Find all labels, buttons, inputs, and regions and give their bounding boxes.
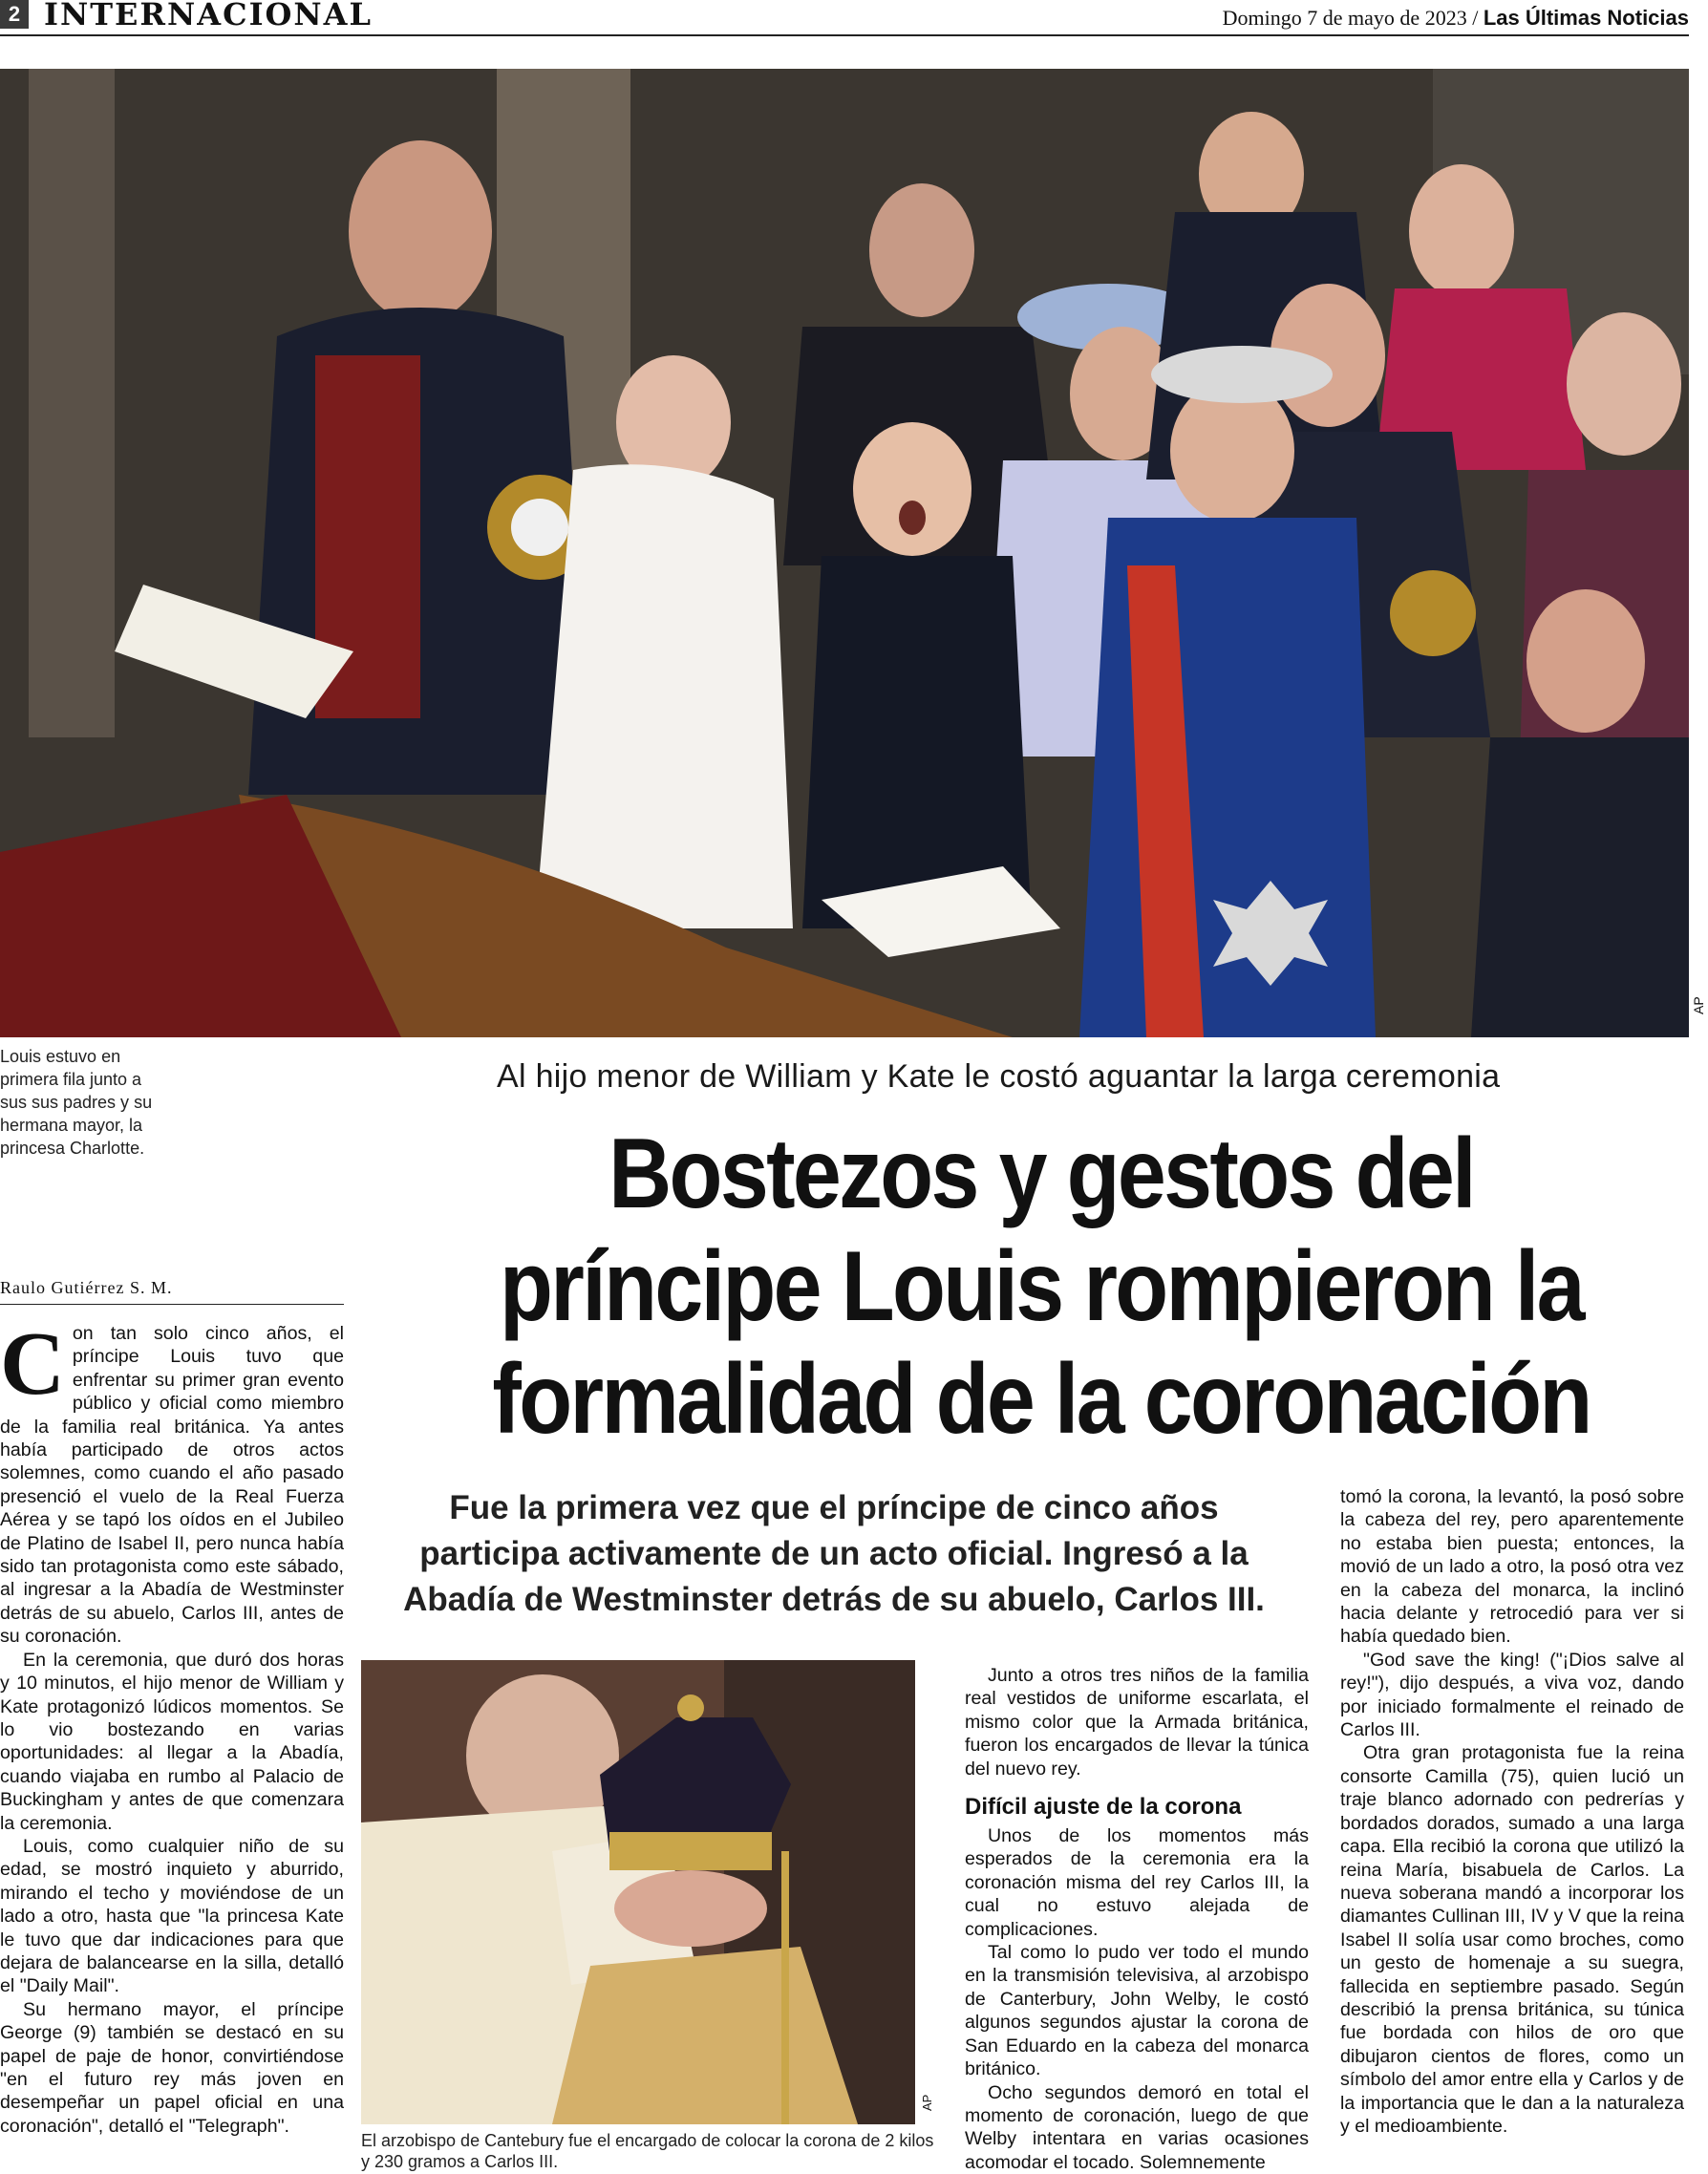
paragraph: Otra gran protagonista fue la reina consorte Camilla (75), quien lució un traje blanco adornado con pedrerías y bordados dorados, sumado a una larga capa. Ella recibió la corona que utilizó la reina María, bisabuela de Carlos. La nueva soberana mandó a incorporar los diamantes Cullinan III, IV y V que la reina Isabel II solía usar como broches, como un gesto de homenaje a su suegra, fallecida en septiembre pasado. Según describió la prensa británica, su túnica fue bordada con hilos de oro que dibujaron cientos de flores, como un símbolo del amor entre ella y Carlos y de la importancia que le dan a la naturaleza y el medioambiente.	[1340, 1741, 1684, 2138]
main-photo	[0, 69, 1689, 1037]
main-photo-caption: Louis estuvo en primera fila junto a sus sus padres y su hermana mayor, la princesa Charlotte.	[0, 1045, 172, 1160]
photo-credit: AP	[1691, 996, 1706, 1014]
byline: Raulo Gutiérrez S. M.	[0, 1278, 344, 1305]
coronation-photo	[361, 1660, 915, 2124]
paragraph: Unos de los momentos más esperados de la ceremonia era la coronación misma del rey Carlos III, la cual no estuvo alejada de complicaciones.	[965, 1824, 1309, 1941]
paragraph: tomó la corona, la levantó, la posó sobre la cabeza del rey, pero aparentemente no estaba bien puesta; entonces, la movió de un lado a otro, la posó otra vez en la cabeza del monarca, la inclinó hacia delante y retrocedió para ver si había quedado bien.	[1340, 1485, 1684, 1649]
photo-credit: AP	[920, 2095, 934, 2111]
coronation-photo-caption: El arzobispo de Cantebury fue el encargado de colocar la corona de 2 kilos y 230 gramos a Carlos III.	[361, 2130, 934, 2172]
paragraph: Su hermano mayor, el príncipe George (9) también se destacó en su papel de paje de honor, convirtiéndose "en el futuro rey más joven en desempeñar un papel oficial en una coronación", detalló el "Telegraph".	[0, 1998, 344, 2138]
paragraph: Junto a otros tres niños de la familia real vestidos de uniforme escarlata, el mismo color que la Armada británica, fueron los encargados de llevar la túnica del nuevo rey.	[965, 1664, 1309, 1780]
headline-line: Bostezos y gestos del	[478, 1118, 1604, 1230]
headline-line: príncipe Louis rompieron la	[478, 1230, 1604, 1343]
page-number: 2	[0, 0, 29, 29]
paragraph: Con tan solo cinco años, el príncipe Louis tuvo que enfrentar su primer gran evento público y oficial como miembro de la familia real británica. Ya antes había participado de otros actos solemnes, como cuando el año pasado presenció el vuelo de la Real Fuerza Aérea y se tapó los oídos en el Jubileo de Platino de Isabel II, pero nunca había sido tan protagonista como este sábado, al ingresar a la Abadía de Westminster detrás de su abuelo, Carlos III, antes de su coronación.	[0, 1322, 344, 1649]
drop-cap: C	[0, 1326, 65, 1402]
subhead: Difícil ajuste de la corona	[965, 1794, 1309, 1821]
section-title: INTERNACIONAL	[44, 0, 373, 32]
headline	[478, 1118, 1604, 1456]
paragraph: En la ceremonia, que duró dos horas y 10 minutos, el hijo menor de William y Kate protagonizó lúdicos momentos. Se lo vio bostezando en varias oportunidades: al llegar a la Abadía, cuando viajaba en rumbo al Palacio de Buckingham y antes de que comenzara la ceremonia.	[0, 1649, 344, 1835]
publication-name: Las Últimas Noticias	[1484, 6, 1689, 30]
article-column-4	[1340, 1485, 1684, 2138]
paragraph: "God save the king! ("¡Dios salve al rey!"), dijo después, a viva voz, dando por iniciado formalmente el reinado de Carlos III.	[1340, 1649, 1684, 1742]
article-column-3	[965, 1664, 1309, 2174]
headline-line: formalidad de la coronación	[478, 1343, 1604, 1456]
article-column-1	[0, 1322, 344, 2138]
paragraph: Louis, como cualquier niño de su edad, se mostró inquieto y aburrido, mirando el techo y moviéndose de un lado a otro, hasta que "la princesa Kate le tuvo que dar indicaciones para que dejara de balancearse en la silla, detalló el "Daily Mail".	[0, 1835, 344, 1998]
header-rule	[0, 34, 1689, 36]
deck: Fue la primera vez que el príncipe de cinco años participa activamente de un acto oficial. Ingresó a la Abadía de Westminster detrás de su abuelo, Carlos III.	[380, 1485, 1288, 1623]
paragraph: Ocho segundos demoró en total el momento de coronación, luego de que Welby intentara en varias ocasiones acomodar el tocado. Solemnemente	[965, 2081, 1309, 2174]
kicker: Al hijo menor de William y Kate le costó aguantar la larga ceremonia	[497, 1058, 1500, 1096]
paragraph: Tal como lo pudo ver todo el mundo en la transmisión televisiva, al arzobispo de Canterbury, John Welby, le costó algunos segundos ajustar la corona de San Eduardo en la cabeza del monarca británico.	[965, 1941, 1309, 2080]
dateline	[1223, 6, 1689, 31]
issue-date: Domingo 7 de mayo de 2023 /	[1223, 6, 1479, 30]
